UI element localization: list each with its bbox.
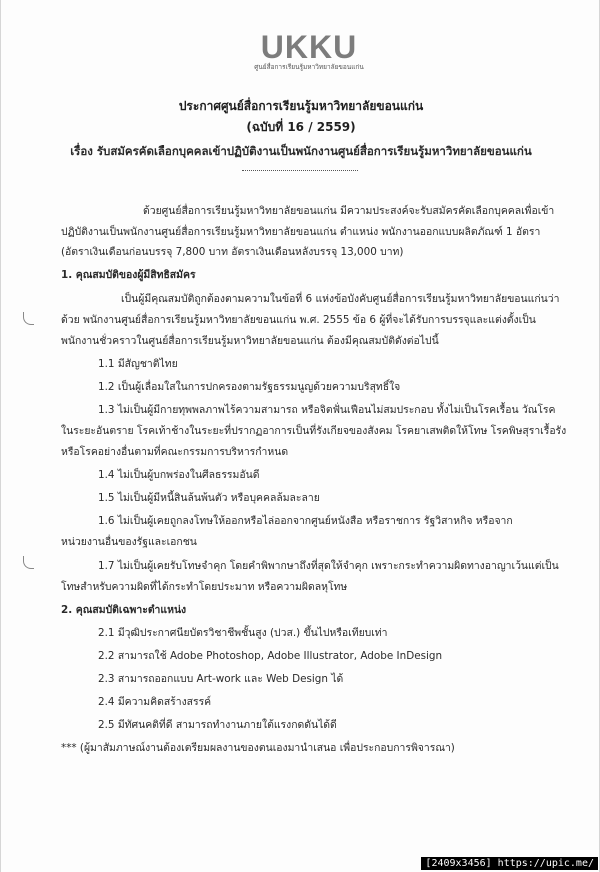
section1-item: 1.1 มีสัญชาติไทย: [98, 358, 178, 370]
section2-heading: 2. คุณสมบัติเฉพาะตำแหน่ง: [61, 604, 187, 616]
section1-paragraph-line: ด้วย พนักงานศูนย์สื่อการเรียนรู้มหาวิทยาลัยขอนแก่น พ.ศ. 2555 ข้อ 6 ผู้ที่จะได้รับการบรรจุและแต่งตั้งเป็น: [61, 314, 536, 326]
announcement-title: ประกาศศูนย์สื่อการเรียนรู้มหาวิทยาลัยขอนแก่น: [178, 99, 424, 113]
section1-item: 1.3 ไม่เป็นผู้มีกายทุพพลภาพไร้ความสามารถ หรือจิตฟั่นเฟือนไม่สมประกอบ ทั้งไม่เป็นโรคเรื้อน วัณโรค: [98, 404, 556, 416]
dotted-divider: [242, 170, 358, 171]
logo-subtitle: ศูนย์สื่อการเรียนรู้มหาวิทยาลัยขอนแก่น: [254, 63, 364, 71]
intro-line: ปฏิบัติงานเป็นพนักงานศูนย์สื่อการเรียนรู้มหาวิทยาลัยขอนแก่น ตำแหน่ง พนักงานออกแบบผลิตภัณฑ์ 1 อัตรา: [61, 226, 541, 238]
section1-item: 1.7 ไม่เป็นผู้เคยรับโทษจำคุก โดยคำพิพากษาถึงที่สุดให้จำคุก เพราะกระทำความผิดทางอาญาเว้นแต่เป็น: [98, 560, 559, 572]
punch-mark: [23, 556, 34, 569]
image-size-tag[interactable]: [2409x3456] https://upic.me/: [421, 857, 598, 870]
section1-paragraph-line: พนักงานชั่วคราวในศูนย์สื่อการเรียนรู้มหาวิทยาลัยขอนแก่น ต้องมีคุณสมบัติดังต่อไปนี้: [61, 335, 439, 347]
intro-line: (อัตราเงินเดือนก่อนบรรจุ 7,800 บาท อัตราเงินเดือนหลังบรรจุ 13,000 บาท): [61, 246, 404, 258]
section2-item: 2.5 มีทัศนคติที่ดี สามารถทำงานภายใต้แรงกดดันได้ดี: [98, 719, 337, 731]
ukku-logo: [254, 30, 364, 72]
section1-item-continuation: ในระยะอันตราย โรคเท้าช้างในระยะที่ปรากฏอาการเป็นที่รังเกียจของสังคม โรคยาเสพติดให้โทษ โรคพิษสุราเรื้อรัง: [61, 425, 567, 437]
section2-item: 2.2 สามารถใช้ Adobe Photoshop, Adobe Illustrator, Adobe InDesign: [98, 650, 443, 662]
punch-mark: [23, 312, 34, 325]
section1-item: 1.5 ไม่เป็นผู้มีหนี้สินล้นพ้นตัว หรือบุคคลล้มละลาย: [98, 492, 320, 504]
section1-paragraph-line: เป็นผู้มีคุณสมบัติถูกต้องตามความในข้อที่ 6 แห่งข้อบังคับศูนย์สื่อการเรียนรู้มหาวิทยาลัยขอนแก่นว่า: [121, 293, 560, 305]
intro-line: ด้วยศูนย์สื่อการเรียนรู้มหาวิทยาลัยขอนแก่น มีความประสงค์จะรับสมัครคัดเลือกบุคคลเพื่อเข้า: [143, 205, 555, 217]
section2-item: 2.4 มีความคิดสร้างสรรค์: [98, 696, 212, 708]
section2-item: 2.1 มีวุฒิประกาศนียบัตรวิชาชีพชั้นสูง (ปวส.) ขึ้นไปหรือเทียบเท่า: [98, 627, 388, 639]
note: *** (ผู้มาสัมภาษณ์งานต้องเตรียมผลงานของตนเองมานำเสนอ เพื่อประกอบการพิจารณา): [61, 742, 455, 754]
section1-item: 1.2 เป็นผู้เลื่อมใสในการปกครองตามรัฐธรรมนูญด้วยความบริสุทธิ์ใจ: [98, 381, 401, 393]
header: [1, 30, 600, 73]
announcement-subject: เรื่อง รับสมัครคัดเลือกบุคคลเข้าปฏิบัติงานเป็นพนักงานศูนย์สื่อการเรียนรู้มหาวิทยาลัยขอนแก่น: [70, 144, 532, 158]
section1-item: 1.6 ไม่เป็นผู้เคยถูกลงโทษให้ออกหรือไล่ออกจากศูนย์หนังสือ หรือราชการ รัฐวิสาหกิจ หรือจาก: [98, 515, 513, 527]
section1-item: 1.4 ไม่เป็นผู้บกพร่องในศีลธรรมอันดี: [98, 469, 260, 481]
section1-item-continuation: โทษสำหรับความผิดที่ได้กระทำโดยประมาท หรือความผิดลหุโทษ: [61, 581, 348, 593]
section1-item-continuation: หรือโรคอย่างอื่นตามที่คณะกรรมการบริหารกำหนด: [61, 446, 289, 458]
section1-item-continuation: หน่วยงานอื่นของรัฐและเอกชน: [61, 536, 197, 548]
section2-item: 2.3 สามารถออกแบบ Art-work และ Web Design ได้: [98, 673, 344, 685]
announcement-number: (ฉบับที่ 16 / 2559): [246, 120, 356, 134]
logo-mark: UKKU: [260, 29, 358, 65]
section1-heading: 1. คุณสมบัติของผู้มีสิทธิสมัคร: [61, 269, 196, 281]
